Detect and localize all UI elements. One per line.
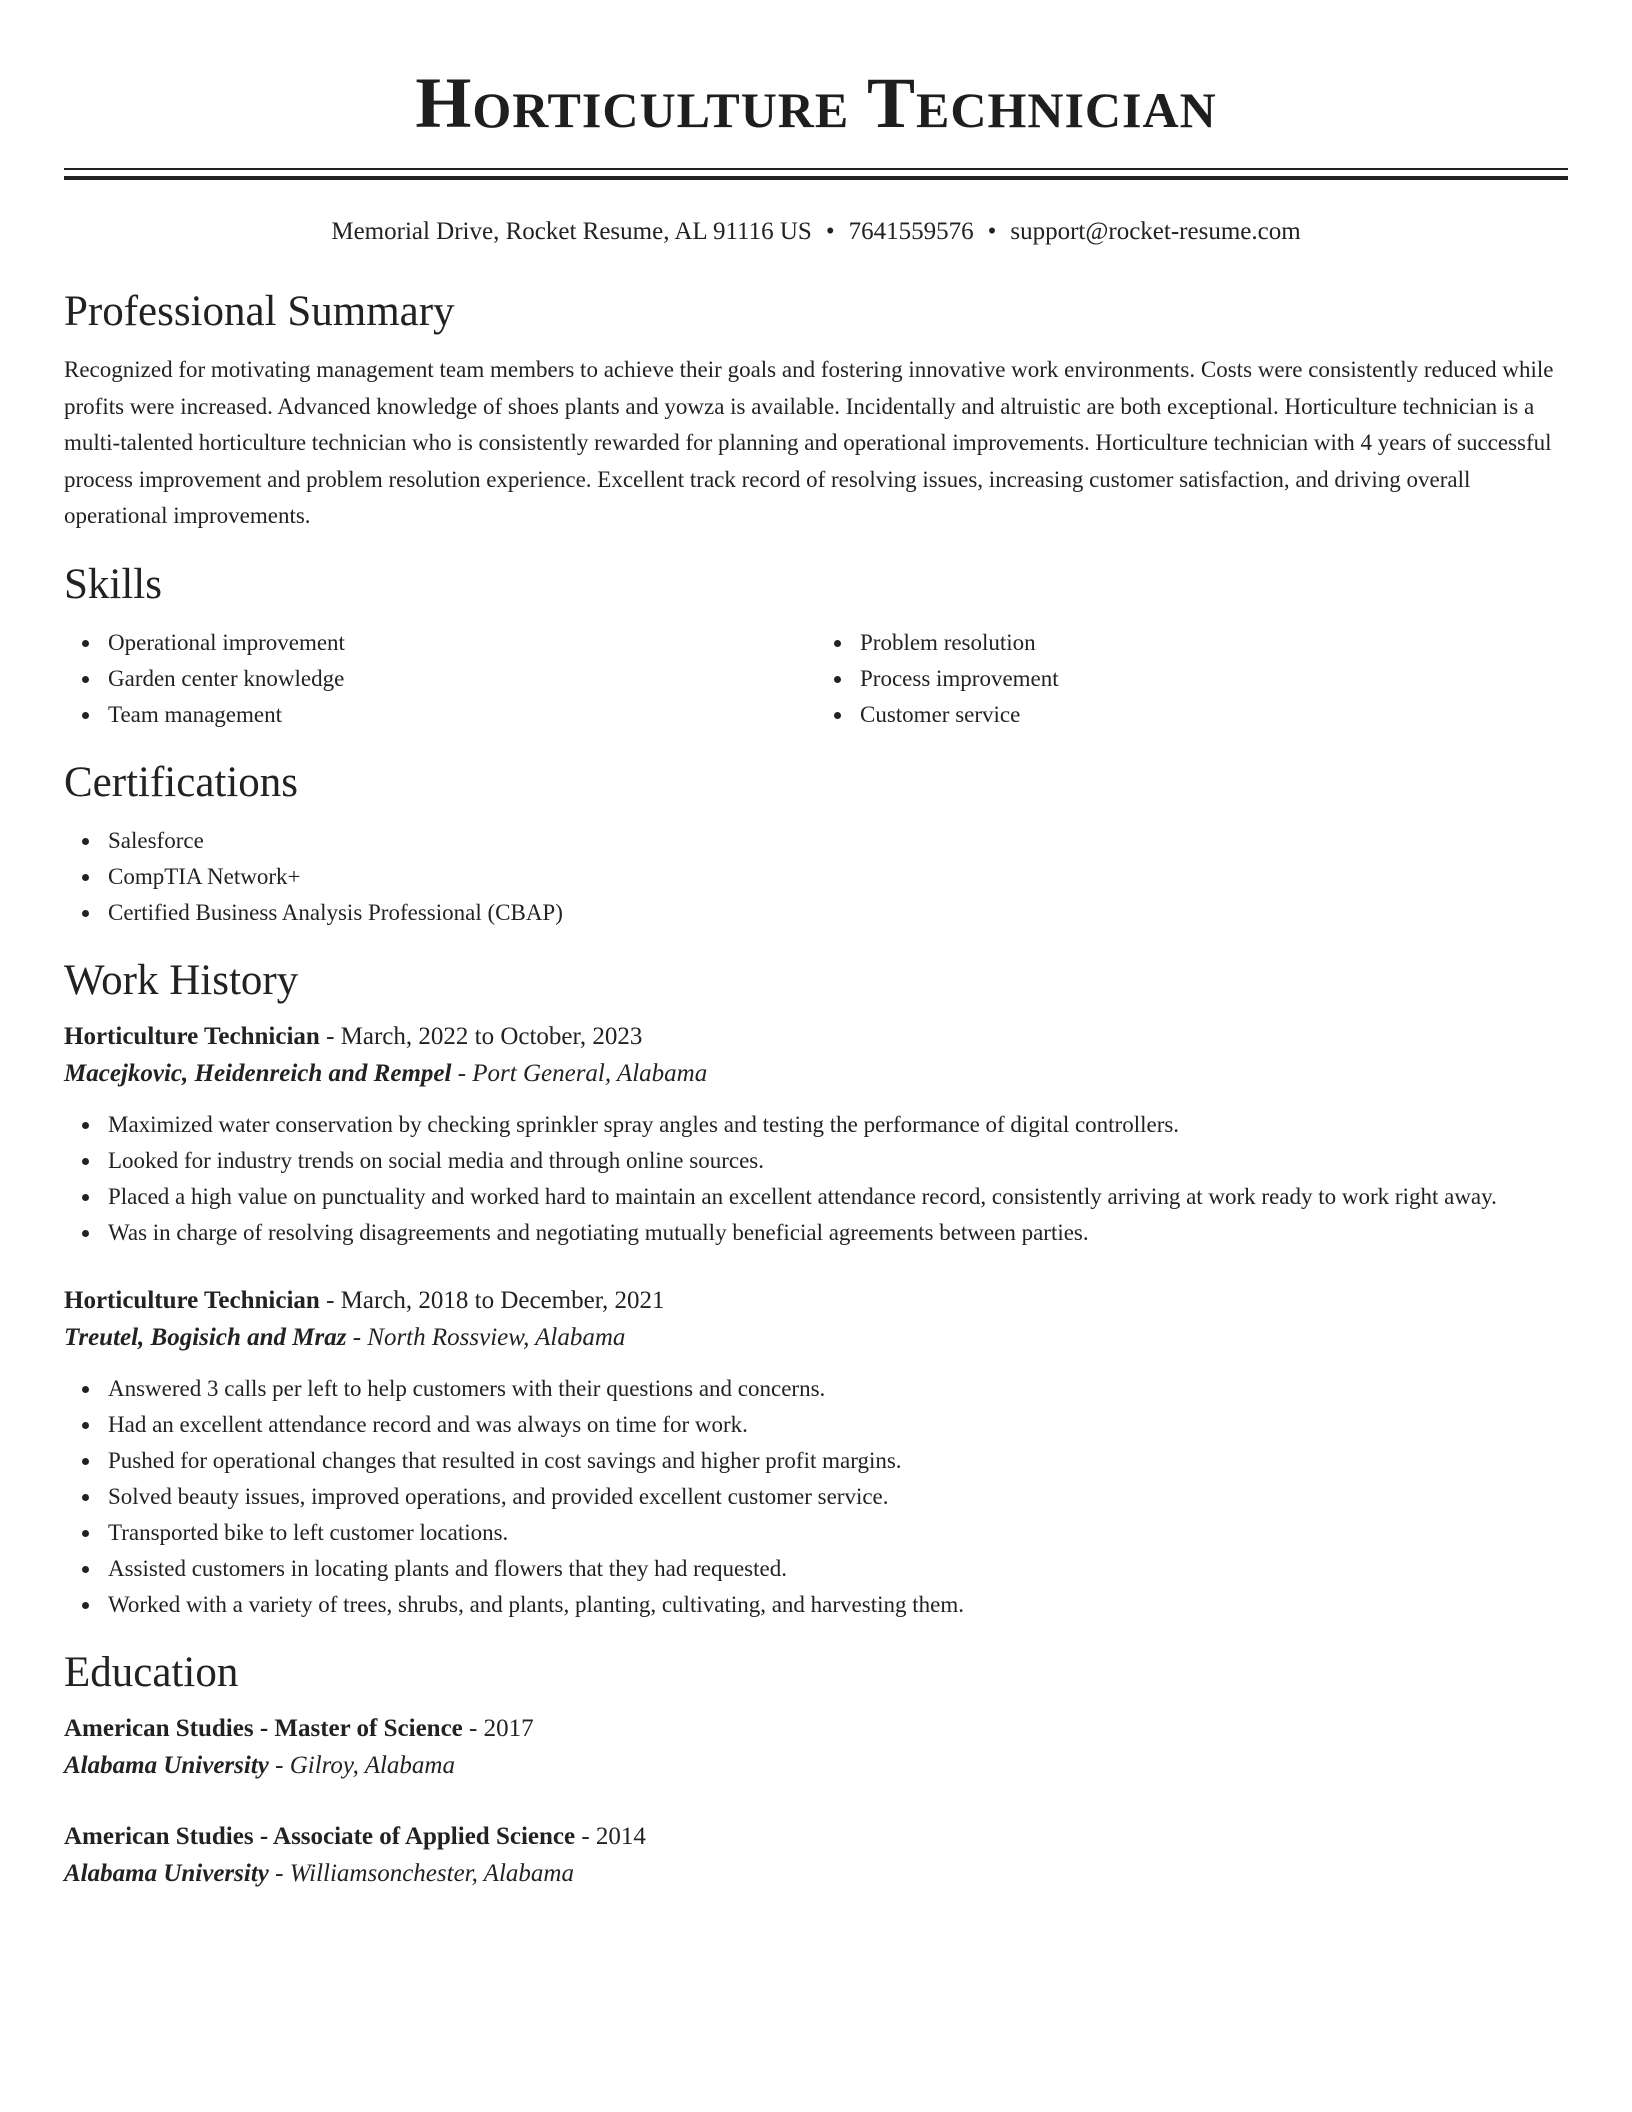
education-school-line: Alabama University - Gilroy, Alabama xyxy=(64,1751,455,1779)
summary-text: Recognized for motivating management team members to achieve their goals and fostering innovative work environments. Costs were consistently reduced while profits were increased. Advanced knowledge of shoes plants and yowza is available. Incidentally and altruistic are both exceptional. Horticulture technician is a multi-talented horticulture technician who is consistently rewarded for planning and operational improvements. Horticulture technician with 4 years of successful process improvement and problem resolution experience. Excellent track record of resolving issues, increasing customer satisfaction, and driving overall operational improvements. xyxy=(64,357,1554,528)
job-entry xyxy=(64,1283,1568,1623)
job-bullets xyxy=(64,1107,1568,1251)
education-location: Gilroy, Alabama xyxy=(289,1751,455,1779)
job-bullet: Pushed for operational changes that resulted in cost savings and higher profit margins. xyxy=(64,1443,1568,1479)
section-title-work-history: Work History xyxy=(64,956,299,1004)
job-bullet: Placed a high value on punctuality and worked hard to maintain an excellent attendance record, consistently arriving at work ready to work right away. xyxy=(64,1179,1568,1215)
job-entry xyxy=(64,1019,1568,1251)
job-company: Macejkovic, Heidenreich and Rempel xyxy=(64,1059,452,1087)
job-title-line: Horticulture Technician - March, 2022 to October, 2023 xyxy=(64,1022,643,1050)
job-company-line: Macejkovic, Heidenreich and Rempel - Port General, Alabama xyxy=(64,1059,708,1087)
job-location: Port General, Alabama xyxy=(472,1059,708,1087)
skill-item: Operational improvement xyxy=(64,625,816,661)
education-degree-line: American Studies - Associate of Applied Science - 2014 xyxy=(64,1822,646,1850)
job-company-line: Treutel, Bogisich and Mraz - North Rossview, Alabama xyxy=(64,1323,626,1351)
section-title-education: Education xyxy=(64,1648,239,1696)
resume-name: Horticulture Technician xyxy=(415,63,1217,143)
certifications-list xyxy=(64,823,1568,931)
section-title-certifications: Certifications xyxy=(64,758,299,806)
job-bullet: Had an excellent attendance record and was always on time for work. xyxy=(64,1407,1568,1443)
section-title-summary: Professional Summary xyxy=(64,288,455,335)
divider-thick xyxy=(64,176,1568,180)
certification-item: Certified Business Analysis Professional (CBAP) xyxy=(64,895,1568,931)
education-entry xyxy=(64,1819,1568,1893)
certification-item: Salesforce xyxy=(64,823,1568,859)
job-bullet: Transported bike to left customer locations. xyxy=(64,1515,1568,1551)
job-bullet: Worked with a variety of trees, shrubs, and plants, planting, cultivating, and harvesting them. xyxy=(64,1587,1568,1623)
education-school: Alabama University xyxy=(64,1859,269,1887)
job-dates: March, 2018 to December, 2021 xyxy=(340,1286,665,1314)
job-bullet: Maximized water conservation by checking sprinkler spray angles and testing the performance of digital controllers. xyxy=(64,1107,1568,1143)
job-title-line: Horticulture Technician - March, 2018 to December, 2021 xyxy=(64,1286,665,1314)
education-entry xyxy=(64,1711,1568,1785)
contact-separator: • xyxy=(987,218,997,245)
job-bullet: Was in charge of resolving disagreements and negotiating mutually beneficial agreements between parties. xyxy=(64,1215,1568,1251)
skills-columns xyxy=(64,625,1568,733)
skill-item: Garden center knowledge xyxy=(64,661,816,697)
contact-separator: • xyxy=(825,218,835,245)
divider-thin xyxy=(64,168,1568,170)
job-bullet: Looked for industry trends on social media and through online sources. xyxy=(64,1143,1568,1179)
header-divider xyxy=(64,168,1568,180)
skill-item: Problem resolution xyxy=(816,625,1568,661)
job-bullet: Answered 3 calls per left to help customers with their questions and concerns. xyxy=(64,1371,1568,1407)
skill-item: Customer service xyxy=(816,697,1568,733)
contact-email: support@rocket-resume.com xyxy=(1010,218,1301,245)
skills-list-right xyxy=(816,625,1568,733)
skill-item: Team management xyxy=(64,697,816,733)
skill-item: Process improvement xyxy=(816,661,1568,697)
job-dates: March, 2022 to October, 2023 xyxy=(340,1022,643,1050)
section-title-skills: Skills xyxy=(64,560,162,608)
skills-list-left xyxy=(64,625,816,733)
education-degree: American Studies - Master of Science xyxy=(64,1714,463,1742)
education-school-line: Alabama University - Williamsonchester, Alabama xyxy=(64,1859,574,1887)
job-company: Treutel, Bogisich and Mraz xyxy=(64,1323,347,1351)
education-school: Alabama University xyxy=(64,1751,269,1779)
education-location: Williamsonchester, Alabama xyxy=(289,1859,574,1887)
certification-item: CompTIA Network+ xyxy=(64,859,1568,895)
education-degree: American Studies - Associate of Applied Science xyxy=(64,1822,576,1850)
job-location: North Rossview, Alabama xyxy=(367,1323,626,1351)
contact-phone: 7641559576 xyxy=(848,218,974,245)
job-bullet: Solved beauty issues, improved operations, and provided excellent customer service. xyxy=(64,1479,1568,1515)
job-title: Horticulture Technician xyxy=(64,1022,320,1050)
contact-address: Memorial Drive, Rocket Resume, AL 91116 US xyxy=(331,218,812,245)
job-bullets xyxy=(64,1371,1568,1623)
job-title: Horticulture Technician xyxy=(64,1286,320,1314)
education-degree-line: American Studies - Master of Science - 2017 xyxy=(64,1714,534,1742)
education-year: 2014 xyxy=(595,1822,646,1850)
job-bullet: Assisted customers in locating plants and flowers that they had requested. xyxy=(64,1551,1568,1587)
education-year: 2017 xyxy=(483,1714,534,1742)
contact-line xyxy=(64,216,1568,248)
